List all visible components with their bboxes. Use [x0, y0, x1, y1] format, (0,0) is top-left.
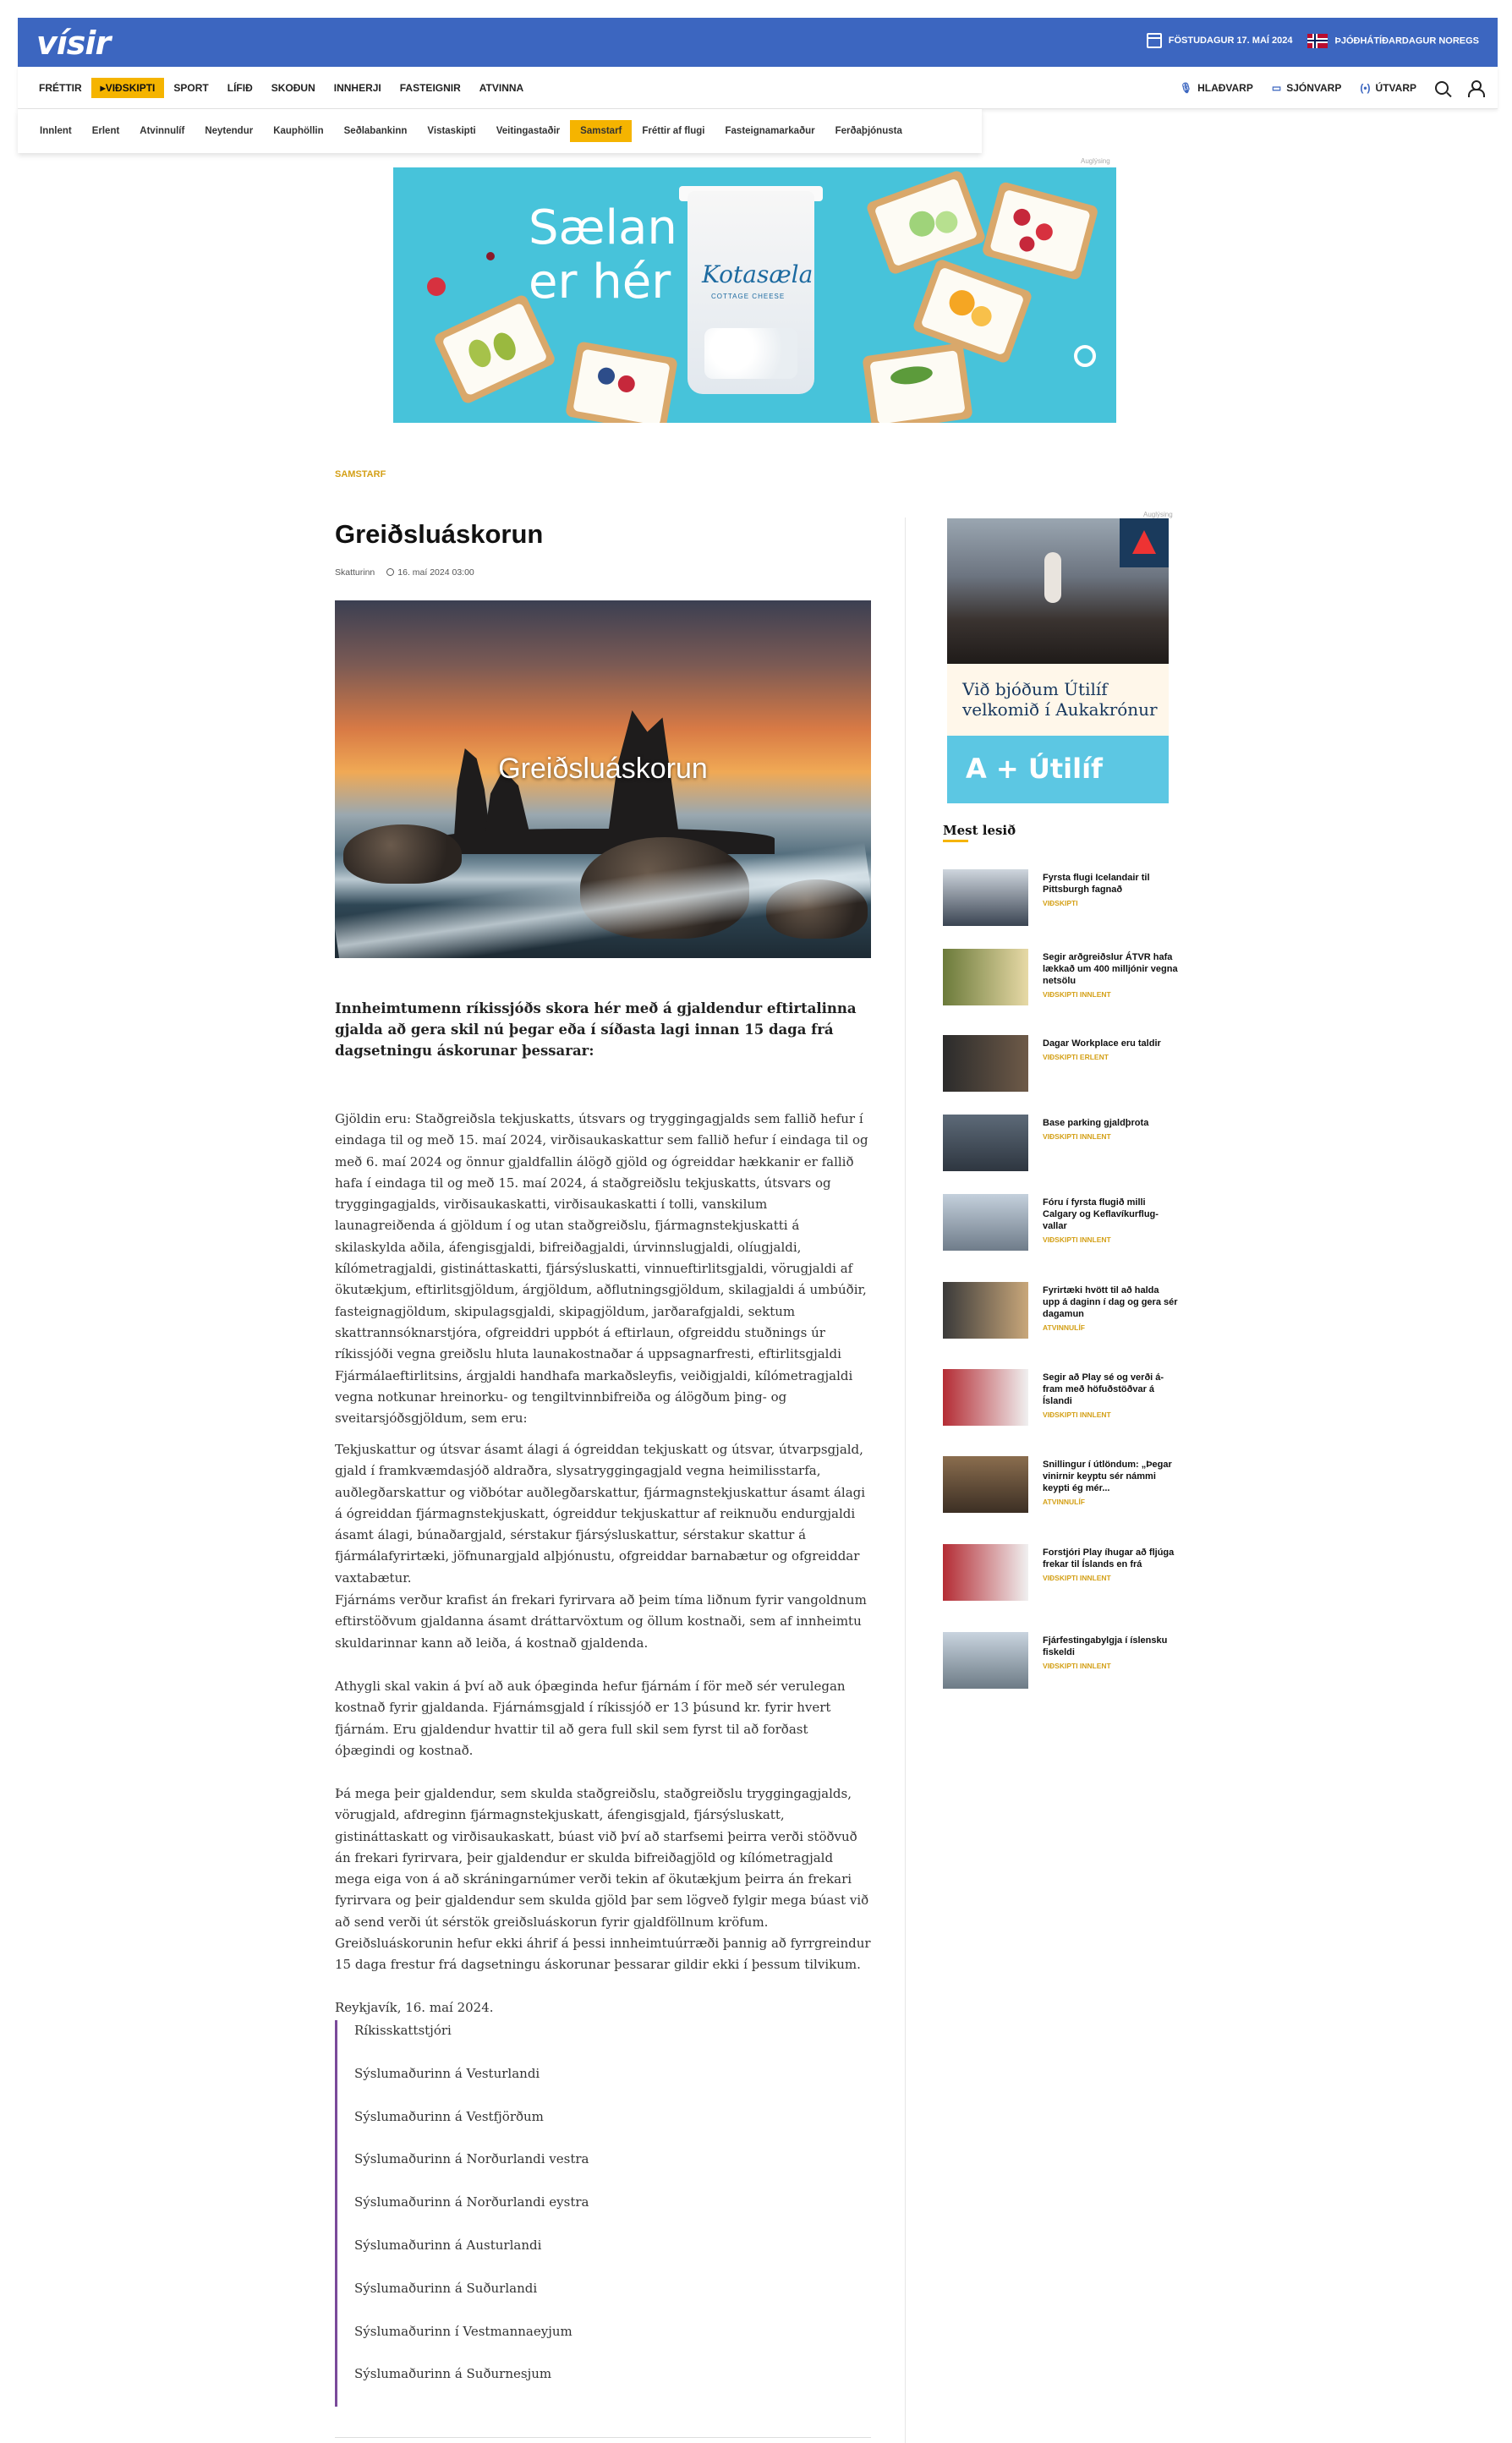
- most-read-underline: [943, 840, 968, 842]
- main-nav-item[interactable]: LÍFIÐ: [227, 82, 253, 94]
- main-nav-item[interactable]: SPORT: [173, 82, 209, 94]
- most-read-item[interactable]: [943, 1632, 1180, 1691]
- article-date: [386, 567, 474, 578]
- most-read-headline[interactable]: Fjárfestingabylgja í íslensku fiskeldi: [1043, 1635, 1168, 1657]
- user-icon[interactable]: [1467, 80, 1482, 96]
- most-read-text: [1043, 1372, 1178, 1421]
- most-read-text: [1043, 1635, 1178, 1672]
- ad-brand: Kotasæla: [702, 260, 814, 288]
- radio-label: ÚTVARP: [1375, 82, 1416, 94]
- most-read-tag[interactable]: VIÐSKIPTI: [1043, 899, 1078, 907]
- signatory: Sýslumaðurinn á Vesturlandi: [354, 2065, 540, 2081]
- most-read-text: [1043, 872, 1178, 909]
- most-read-tag[interactable]: VIÐSKIPTI ERLENT: [1043, 1053, 1109, 1061]
- most-read-headline[interactable]: Base parking gjaldþrota: [1043, 1118, 1149, 1128]
- most-read-text: [1043, 1038, 1178, 1063]
- signatories: [335, 2020, 871, 2407]
- article-title: Greiðsluáskorun: [335, 519, 544, 549]
- sub-nav-item[interactable]: Erlent: [91, 126, 120, 136]
- foreground-rock: [343, 824, 462, 884]
- most-read-thumbnail[interactable]: [943, 1035, 1028, 1092]
- most-read-headline[interactable]: Fyrirtæki hvött til að halda upp á daginn í dag og gera sér dagamun: [1043, 1285, 1178, 1319]
- main-nav-item[interactable]: FASTEIGNIR: [399, 82, 461, 94]
- podcast-label: HLAÐVARP: [1197, 82, 1253, 94]
- signatory: Ríkisskattstjóri: [354, 2023, 452, 2038]
- most-read-headline[interactable]: Forstjóri Play íhugar að fljúga frekar til Íslands en frá: [1043, 1547, 1175, 1569]
- article-paragraph: Gjöldin eru: Staðgreiðsla tekjuskatts, útsvars og tryggingagjalds sem fallið hefur í eindaga til og með 15. maí 2024, virðisaukaskattur sem fallið hefur í eindaga til og með 6. maí 2024 og önnur gjaldfallin álögð gjöld og ógreiddar hækkanir er fallið hafa í eindaga til og með 15. maí 2024, á staðgreiðslu tekjuskatts, útsvars og tryggingagjalds, virðisaukaskatti, virðisaukaskatti í tolli, vanskilum launagreiðenda á gjöldum í og utan staðgreiðslu, fjármagnstekjuskatti á skilaskylda aðila, áfengisgjaldi, bifreiðagjaldi, úrvinnslugjaldi, olíugjaldi, kílómetragjaldi, gistináttaskatti, fjársýsluskatti, vinnueftirlitsgjaldi, vörugjaldi af ökutækjum, eftirlitsgjöldum, árgjöldum, aðflutningsgjöldum, skilagjaldi á umbúðir, fasteignagjöldum, skipulagsgjaldi, skipagjöldum, jarðarafgjaldi, sektum skattrannsóknarstjóra, ofgreiddri uppbót á eftirlaun, ofgreiddu stuðnings úr ríkissjóði vegna greiðslu hluta launakostnaðar á uppsagnarfresti, eftirlitsgjaldi Fjármálaeftirlitsins, árgjaldi handhafa markaðsleyfis, veiðigjaldi, kílómetragjaldi vegna notkunar hreinorku- og tengiltvinnbifreiða og álögðum þing- og sveitarsjóðsgjöldum, sem eru:: [335, 1111, 868, 1427]
- ad-slogan-line-1: Sælan: [529, 200, 677, 255]
- side-ad-band-text: A + Útilíf: [966, 753, 1103, 785]
- most-read-text: [1043, 951, 1178, 1000]
- header-holiday: [1307, 34, 1479, 48]
- signatory: Sýslumaðurinn á Austurlandi: [354, 2237, 542, 2253]
- side-ad-headline-2: velkomið í Aukakrónur: [962, 699, 1158, 720]
- most-read-thumbnail[interactable]: [943, 1115, 1028, 1171]
- article-hero-image: [335, 600, 871, 958]
- most-read-tag[interactable]: VIÐSKIPTI INNLENT: [1043, 1574, 1111, 1582]
- main-nav-right: [1180, 80, 1482, 96]
- most-read-tag[interactable]: ATVINNULÍF: [1043, 1323, 1085, 1332]
- ad-cracker-image: [433, 293, 557, 405]
- side-ad-logo: [1120, 518, 1169, 567]
- divider: [335, 2437, 871, 2438]
- most-read-thumbnail[interactable]: [943, 1369, 1028, 1426]
- most-read-thumbnail[interactable]: [943, 1632, 1028, 1689]
- radio-icon: (•): [1360, 82, 1371, 94]
- article-paragraph: Athygli skal vakin á því að auk óþæginda hefur fjárnám í för með sér verulegan kostnað fyrir gjaldanda. Fjárnámsgjald í ríkissjóð er 13 þúsund kr. fyrir hvert fjárnám. Eru gjaldendur hvattir til að gera full skil sem fyrst til að forðast óþægindi og kostnað.: [335, 1679, 846, 1758]
- radio-link[interactable]: [1360, 82, 1416, 94]
- ad-cracker-image: [565, 341, 678, 423]
- side-ad[interactable]: [947, 518, 1169, 803]
- signatory: Sýslumaðurinn á Norðurlandi vestra: [354, 2151, 589, 2167]
- ad-tomato: [427, 277, 446, 296]
- most-read-text: [1043, 1197, 1178, 1246]
- signatory: Sýslumaðurinn í Vestmannaeyjum: [354, 2323, 572, 2339]
- side-ad-label: Auglýsing: [1143, 511, 1173, 518]
- most-read-headline[interactable]: Fóru í fyrsta flugið milli Calgary og Keflavíkurflug-vallar: [1043, 1197, 1159, 1231]
- most-read-tag[interactable]: VIÐSKIPTI INNLENT: [1043, 1132, 1111, 1141]
- tv-label: SJÓNVARP: [1286, 82, 1342, 94]
- main-nav-item[interactable]: ▸ VIÐSKIPTI: [91, 78, 165, 98]
- sub-nav-item[interactable]: Fasteignamarkaður: [725, 126, 815, 136]
- most-read-thumbnail[interactable]: [943, 1194, 1028, 1251]
- most-read-item[interactable]: [943, 1544, 1180, 1603]
- holiday-text: ÞJÓÐHÁTÍÐARDAGUR NOREGS: [1334, 35, 1479, 46]
- most-read-item[interactable]: [943, 1115, 1180, 1174]
- signatory: Sýslumaðurinn á Vestfjörðum: [354, 2108, 544, 2124]
- article-author[interactable]: Skatturinn: [335, 567, 375, 578]
- sub-nav-item[interactable]: Fréttir af flugi: [642, 126, 705, 136]
- side-ad-headline: [962, 679, 1158, 720]
- most-read-tag[interactable]: VIÐSKIPTI INNLENT: [1043, 1662, 1111, 1670]
- article-date-text: 16. maí 2024 03:00: [397, 567, 474, 578]
- sub-nav-item[interactable]: Ferðaþjónusta: [835, 126, 902, 136]
- sea-ridge: [436, 829, 775, 854]
- main-nav-item[interactable]: SKOÐUN: [271, 82, 315, 94]
- most-read-text: [1043, 1284, 1178, 1334]
- hero-caption: Greiðsluáskorun: [498, 753, 708, 785]
- ad-cracker-image: [981, 181, 1098, 281]
- most-read-item[interactable]: [943, 1282, 1180, 1341]
- most-read-thumbnail[interactable]: [943, 869, 1028, 926]
- most-read-tag[interactable]: VIÐSKIPTI INNLENT: [1043, 1410, 1111, 1419]
- sub-nav-list: [30, 120, 912, 142]
- most-read-item[interactable]: [943, 1456, 1180, 1515]
- side-ad-runner: [1044, 552, 1061, 603]
- sub-nav-item[interactable]: Innlent: [40, 126, 72, 136]
- most-read-headline[interactable]: Snillingur í útlöndum: „Þegar vinirnir keyptu sér námmi keypti ég mér...: [1043, 1460, 1172, 1493]
- most-read-text: [1043, 1117, 1178, 1142]
- main-nav-item[interactable]: INNHERJI: [333, 82, 381, 94]
- article-paragraph: Tekjuskattur og útsvar ásamt álagi á ógreiddan tekjuskatt og útsvar, útvarpsgjald, gjald í framkvæmdasjóð aldraðra, slysatryggingagjald vegna heimilisstarfa, auðlegðarskattur og viðbótar auðlegðarskattur, fjármagnstekjuskattur ásamt álagi á ógreiddan fjármagnstekjuskatt, ógreiddur tekjuskattur af reiknuðu endurgjaldi ásamt álagi, búnaðargjald, sérstakur fjársýsluskattur, sérstakur skattur á fjármálafyrirtæki, jöfnunargjald alþjónustu, ofgreiddar barnabætur og ofgreiddar vaxtabætur.: [335, 1442, 866, 1586]
- sub-nav-item[interactable]: Veitingastaðir: [496, 126, 561, 136]
- ad-cracker-image: [865, 169, 987, 276]
- ad-slogan: [529, 201, 677, 309]
- tv-icon: ▭: [1271, 82, 1282, 94]
- signatory: Sýslumaðurinn á Suðurnesjum: [354, 2366, 552, 2382]
- ad-logo-mark: [1074, 345, 1096, 367]
- top-header-bar: [18, 18, 1498, 67]
- main-nav-item[interactable]: FRÉTTIR: [39, 82, 82, 94]
- sub-nav-item[interactable]: Kauphöllin: [273, 126, 324, 136]
- header-info: [1147, 33, 1479, 48]
- ad-brand-sub: COTTAGE CHEESE: [711, 293, 786, 300]
- most-read-headline[interactable]: Segir arðgreiðslur ÁTVR hafa lækkað um 400 milljónir vegna netsölu: [1043, 952, 1178, 986]
- ad-berry: [486, 252, 495, 260]
- ad-cracker-image: [862, 342, 972, 423]
- main-nav-item[interactable]: ATVINNA: [479, 82, 524, 94]
- sub-nav-item[interactable]: Seðlabankinn: [343, 126, 408, 136]
- sub-nav: [18, 109, 982, 153]
- most-read-title: Mest lesið: [943, 823, 1016, 838]
- date-text: FÖSTUDAGUR 17. MAÍ 2024: [1168, 35, 1293, 46]
- article-lead: Innheimtumenn ríkissjóðs skora hér með á gjaldendur eftirtalinna gjalda að gera skil nú þegar eða í síðasta lagi innan 15 daga frá dagsetningu áskorunar þessarar:: [335, 1000, 857, 1059]
- most-read-item[interactable]: [943, 869, 1180, 928]
- main-nav: [18, 67, 1498, 109]
- most-read-thumbnail[interactable]: [943, 1282, 1028, 1339]
- most-read-thumbnail[interactable]: [943, 1544, 1028, 1601]
- article-paragraph: Þá mega þeir gjaldendur, sem skulda staðgreiðslu, staðgreiðslu tryggingagjalds, vörugjald, afdreginn fjármagnstekjuskatt, áfengisgjald, fjársýsluskatt, gistináttaskatt og virðisaukaskatt, búast við því að starfsemi þeirra verði stöðvuð án frekari fyrirvara, þeir gjaldendur er skulda bifreiðagjöld og kílómetragjald mega eiga von á að skráningarnúmer verði tekin af ökutækjum þeirra án frekari fyrirvara og þeir gjaldendur sem skulda gjöld þar sem lögveð fylgir mega búast við að send verði út sérstök greiðsluáskorun fyrir gjaldföllnum kröfum. Greiðsluáskorunin hefur ekki áhrif á þessi innheimtuúrræði þannig að fyrrgreindur 15 daga frestur frá dagsetningu áskorunar þessarar gildir ekki í þessum tilvikum.: [335, 1786, 871, 1973]
- most-read-tag[interactable]: VIÐSKIPTI INNLENT: [1043, 1235, 1111, 1244]
- most-read-headline[interactable]: Segir að Play sé og verði á-fram með höfuðstöðvar á Íslandi: [1043, 1372, 1164, 1406]
- article-paragraph: Reykjavík, 16. maí 2024.: [335, 2000, 494, 2015]
- podcast-link[interactable]: [1180, 82, 1253, 94]
- article-meta: [335, 567, 474, 578]
- clock-icon: [386, 568, 394, 576]
- header-date: [1147, 33, 1293, 48]
- most-read-item[interactable]: [943, 949, 1180, 1008]
- sub-nav-item[interactable]: Atvinnulíf: [140, 126, 185, 136]
- ad-slogan-line-2: er hér: [529, 255, 671, 309]
- most-read-thumbnail[interactable]: [943, 949, 1028, 1005]
- main-nav-list: [30, 78, 533, 98]
- top-banner-ad[interactable]: [393, 167, 1116, 423]
- most-read-tag[interactable]: ATVINNULÍF: [1043, 1498, 1085, 1506]
- calendar-icon: [1147, 33, 1162, 48]
- most-read-thumbnail[interactable]: [943, 1456, 1028, 1513]
- most-read-item[interactable]: [943, 1194, 1180, 1253]
- ad-label: Auglýsing: [1081, 157, 1110, 165]
- sub-nav-item[interactable]: Samstarf: [570, 120, 632, 142]
- article-paragraph: Fjárnáms verður krafist án frekari fyrirvara að þeim tíma liðnum fyrir vangoldnum eftirstöðvum gjaldanna ásamt dráttarvöxtum og öllum kostnaði, sem af innheimtu skuldarinnar kann að leiða, á kostnað gjaldenda.: [335, 1592, 867, 1651]
- search-icon[interactable]: [1435, 81, 1449, 95]
- most-read-headline[interactable]: Fyrsta flugi Icelandair til Pittsburgh fagnað: [1043, 873, 1150, 895]
- column-divider: [905, 518, 906, 2443]
- most-read-headline[interactable]: Dagar Workplace eru taldir: [1043, 1038, 1161, 1049]
- most-read-text: [1043, 1459, 1178, 1508]
- most-read-text: [1043, 1547, 1178, 1584]
- sub-nav-item[interactable]: Neytendur: [205, 126, 254, 136]
- most-read-item[interactable]: [943, 1369, 1180, 1428]
- tv-link[interactable]: [1272, 82, 1341, 94]
- side-ad-headline-1: Við bjóðum Útilíf: [962, 679, 1108, 699]
- signatory: Sýslumaðurinn á Suðurlandi: [354, 2280, 538, 2296]
- signatory: Sýslumaðurinn á Norðurlandi eystra: [354, 2194, 589, 2210]
- norway-flag-icon: [1307, 34, 1328, 48]
- article-category[interactable]: SAMSTARF: [335, 469, 386, 479]
- visir-logo[interactable]: vísir: [36, 25, 111, 62]
- most-read-item[interactable]: [943, 1035, 1180, 1094]
- most-read-tag[interactable]: VIÐSKIPTI INNLENT: [1043, 990, 1111, 999]
- microphone-icon: 🎙︎: [1179, 82, 1193, 94]
- ad-cheese-image: [704, 328, 797, 379]
- sub-nav-item[interactable]: Vistaskipti: [427, 126, 476, 136]
